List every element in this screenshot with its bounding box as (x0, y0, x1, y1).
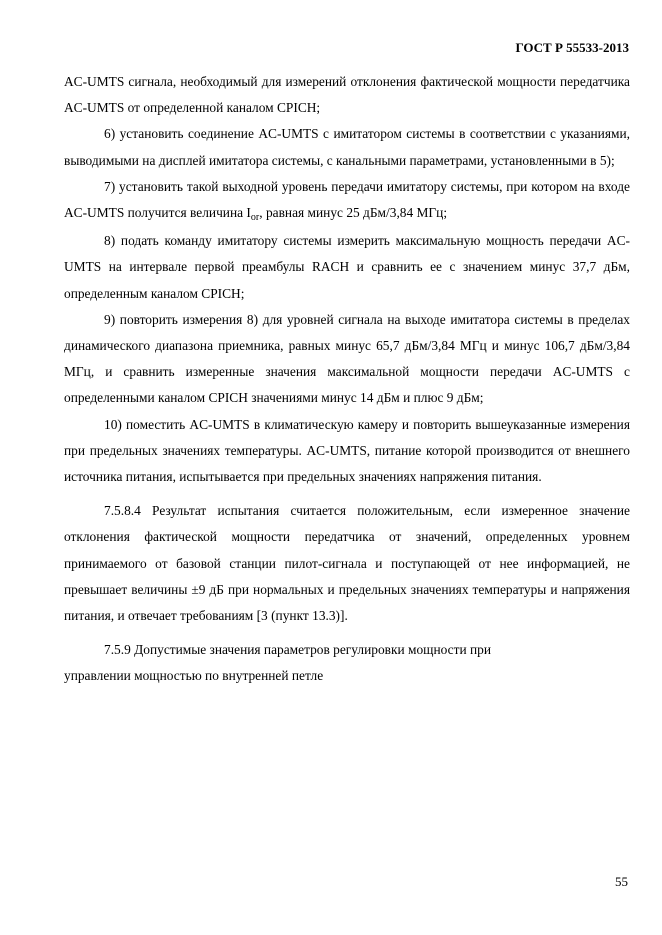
result-paragraph: 7.5.8.4 Результат испытания считается положительным, если измеренное значение отклонения фактической мощности передатчика от значений, определенных уровнем принимаемого от базовой станции пилот-сигнала и поступающей от нее информацией, не превышает величины ±9 дБ при нормальных и предельных значениях температуры и напряжения питания, и отвечает требованиям [3 (пункт 13.3)]. (64, 503, 630, 624)
step-6-paragraph: 6) установить соединение AC-UMTS с имитатором системы в соответствии с указаниями, выводимыми на дисплей имитатора системы, с канальными параметрами, установленными в 5); (64, 126, 630, 168)
step-8-paragraph: 8) подать команду имитатору системы измерить максимальную мощность передачи AC-UMTS на интервале первой преамбулы RACH и сравнить ее с значением минус 37,7 дБм, определенным каналом CPICH; (64, 233, 630, 301)
section-heading-line-1: 7.5.9 Допустимые значения параметров регулировки мощности при (104, 642, 491, 658)
paragraph-continuation: AC-UMTS сигнала, необходимый для измерений отклонения фактической мощности передатчика AC-UMTS от определенной каналом CPICH; (64, 74, 630, 116)
step-9-paragraph: 9) повторить измерения 8) для уровней сигнала на выходе имитатора системы в пределах динамического диапазона приемника, равных минус 65,7 дБм/3,84 МГц и минус 106,7 дБм/3,84 МГц, и сравнить измеренные значения максимальной мощности передачи AC-UMTS с определенными каналом CPICH значениями минус 14 дБм и плюс 9 дБм; (64, 311, 630, 406)
step-10-paragraph: 10) поместить AC-UMTS в климатическую камеру и повторить вышеуказанные измерения при предельных значениях температуры. AC-UMTS, питание которой производится от внешнего источника питания, испытывается при предельных значениях напряжения питания. (64, 416, 630, 485)
step-7-text-a: 7) установить такой выходной уровень передачи имитатору системы, при котором на входе AC-UMTS получится величина I (64, 178, 630, 221)
page-number: 55 (615, 874, 628, 889)
step-7-paragraph (64, 174, 630, 228)
page-body (64, 69, 630, 690)
subscript-or: or (250, 212, 260, 224)
section-heading-line-2: управлении мощностью по внутренней петле (64, 668, 324, 684)
step-7-text-b: , равная минус 25 дБм/3,84 МГц; (259, 205, 448, 221)
standard-header: ГОСТ Р 55533-2013 (515, 40, 629, 55)
